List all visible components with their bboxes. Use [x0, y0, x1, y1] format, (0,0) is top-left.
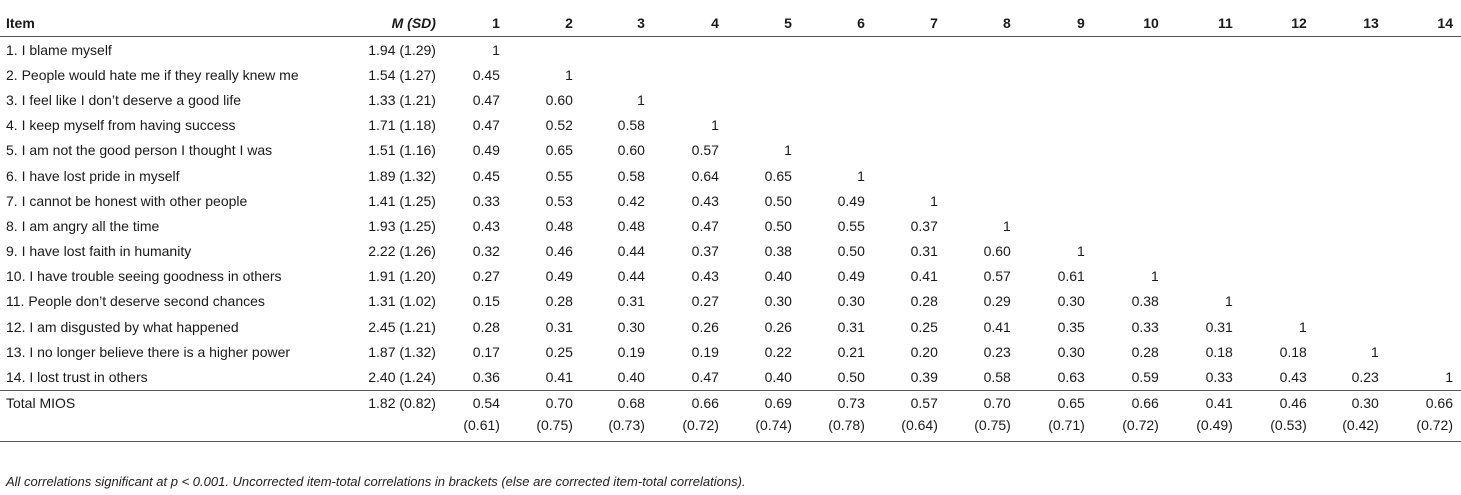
column-header-9: 9: [1019, 10, 1093, 37]
correlation-cell: [1093, 37, 1167, 63]
correlation-cell: [873, 113, 946, 138]
correlation-cell: [946, 87, 1019, 112]
table-row: [0, 289, 1461, 314]
correlation-cell: 0.60: [617, 142, 645, 159]
correlation-cell: [1167, 113, 1241, 138]
table-row: [0, 188, 1461, 213]
column-header-6: 6: [800, 10, 873, 37]
correlation-cell: [1167, 138, 1241, 163]
correlation-cell: 0.46: [545, 243, 573, 260]
uncorrected-item-total-cell: (0.72): [653, 417, 727, 442]
correlation-cell: [1387, 113, 1461, 138]
column-header-13: 13: [1315, 10, 1387, 37]
item-label: 12. I am disgusted by what happened: [6, 318, 239, 335]
correlation-cell: 0.55: [545, 167, 573, 184]
correlation-cell: [873, 138, 946, 163]
correlation-cell: [873, 163, 946, 188]
correlation-cell: [1387, 213, 1461, 238]
correlation-cell: [727, 113, 800, 138]
correlation-cell: [946, 163, 1019, 188]
correlation-cell: [1387, 163, 1461, 188]
correlation-cell: 0.31: [837, 318, 865, 335]
correlation-cell: 1: [1387, 364, 1461, 390]
column-header-2: 2: [508, 10, 581, 37]
correlation-cell: 0.23: [983, 343, 1011, 360]
correlation-cell: [1241, 239, 1315, 264]
correlation-cell: 0.18: [1279, 343, 1307, 360]
correlation-cell: [946, 138, 1019, 163]
correlation-cell: [873, 62, 946, 87]
correlation-cell: [1093, 62, 1167, 87]
table-row: [0, 87, 1461, 112]
correlation-cell: 0.28: [1131, 343, 1159, 360]
correlation-table: [0, 10, 1461, 442]
column-header-msd: M (SD): [335, 10, 436, 37]
correlation-cell: 0.26: [691, 318, 719, 335]
column-header-12: 12: [1241, 10, 1315, 37]
table-row: [0, 364, 1461, 390]
correlation-cell: 0.43: [691, 268, 719, 285]
correlation-cell: 0.20: [910, 343, 938, 360]
column-header-14: 14: [1387, 10, 1461, 37]
correlation-cell: [1167, 87, 1241, 112]
corrected-item-total-cell: 0.68: [617, 394, 645, 411]
correlation-cell: 0.25: [545, 343, 573, 360]
correlation-cell: 0.57: [691, 142, 719, 159]
correlation-cell: 0.47: [472, 91, 500, 108]
correlation-cell: [1019, 37, 1093, 63]
correlation-cell: 0.33: [472, 192, 500, 209]
correlation-cell: 1: [857, 167, 865, 184]
correlation-cell: [653, 87, 727, 112]
correlation-cell: [1315, 138, 1387, 163]
correlation-cell: [1241, 87, 1315, 112]
mean-sd-cell: 2.40 (1.24): [335, 364, 436, 390]
correlation-cell: [873, 37, 946, 63]
correlation-cell: [1241, 163, 1315, 188]
correlation-cell: [1387, 314, 1461, 339]
uncorrected-item-total-cell: (0.49): [1167, 417, 1241, 442]
correlation-cell: 0.58: [946, 364, 1019, 390]
corrected-item-total-cell: 0.57: [910, 394, 938, 411]
correlation-cell: 0.18: [1205, 343, 1233, 360]
correlation-cell: [1167, 213, 1241, 238]
correlation-cell: 0.19: [691, 343, 719, 360]
correlation-cell: [1167, 163, 1241, 188]
corrected-item-total-cell: 0.66: [691, 394, 719, 411]
total-label: Total MIOS: [6, 394, 76, 411]
total-uncorrected-row: [0, 417, 1461, 442]
column-header-11: 11: [1167, 10, 1241, 37]
correlation-cell: 0.17: [472, 343, 500, 360]
corrected-item-total-cell: 0.69: [764, 394, 792, 411]
mean-sd-cell: 1.31 (1.02): [368, 293, 436, 310]
column-header-item: Item: [0, 10, 335, 37]
uncorrected-item-total-cell: (0.42): [1315, 417, 1387, 442]
correlation-cell: 0.50: [764, 217, 792, 234]
correlation-cell: 0.27: [472, 268, 500, 285]
correlation-cell: 0.45: [472, 167, 500, 184]
table-row: [0, 37, 1461, 63]
correlation-cell: 0.26: [764, 318, 792, 335]
column-header-7: 7: [873, 10, 946, 37]
correlation-cell: 0.60: [545, 91, 573, 108]
uncorrected-item-total-cell: (0.78): [800, 417, 873, 442]
correlation-cell: 0.48: [545, 217, 573, 234]
table-row: [0, 213, 1461, 238]
column-header-1: 1: [436, 10, 508, 37]
mean-sd-cell: 1.93 (1.25): [368, 217, 436, 234]
correlation-cell: 0.43: [1241, 364, 1315, 390]
correlation-cell: 0.31: [545, 318, 573, 335]
correlation-cell: [1241, 37, 1315, 63]
correlation-cell: 0.28: [472, 318, 500, 335]
correlation-cell: 0.47: [691, 217, 719, 234]
correlation-cell: 1: [637, 91, 645, 108]
uncorrected-item-total-cell: (0.71): [1019, 417, 1093, 442]
correlation-cell: 0.30: [837, 293, 865, 310]
correlation-cell: [1093, 163, 1167, 188]
correlation-cell: [1315, 113, 1387, 138]
item-label: 13. I no longer believe there is a higher power: [6, 343, 291, 360]
correlation-cell: [653, 37, 727, 63]
correlation-cell: 1: [1077, 243, 1085, 260]
uncorrected-item-total-cell: (0.75): [508, 417, 581, 442]
correlation-cell: 0.43: [472, 217, 500, 234]
correlation-cell: 0.53: [545, 192, 573, 209]
correlation-cell: [727, 37, 800, 63]
correlation-cell: 0.49: [545, 268, 573, 285]
correlation-cell: 0.37: [910, 217, 938, 234]
mean-sd-cell: 1.54 (1.27): [368, 66, 436, 83]
correlation-cell: 1: [930, 192, 938, 209]
uncorrected-item-total-cell: (0.72): [1093, 417, 1167, 442]
correlation-cell: 0.38: [764, 243, 792, 260]
table-footnote: All correlations significant at p < 0.001. Uncorrected item-total correlations in brackets (else are corrected item-total correlations).: [6, 474, 746, 489]
mean-sd-cell: 1.51 (1.16): [368, 142, 436, 159]
correlation-cell: 0.23: [1315, 364, 1387, 390]
correlation-cell: 0.41: [983, 318, 1011, 335]
correlation-cell: 1: [1151, 268, 1159, 285]
correlation-cell: 0.33: [1167, 364, 1241, 390]
correlation-cell: [873, 87, 946, 112]
correlation-cell: [1315, 62, 1387, 87]
correlation-cell: 0.60: [983, 243, 1011, 260]
correlation-cell: 0.31: [1205, 318, 1233, 335]
correlation-cell: 0.58: [617, 167, 645, 184]
item-label: 3. I feel like I don’t deserve a good life: [6, 91, 242, 108]
correlation-cell: [1315, 163, 1387, 188]
mean-sd-cell: 1.87 (1.32): [368, 343, 436, 360]
correlation-cell: 0.28: [545, 293, 573, 310]
uncorrected-item-total-cell: (0.75): [946, 417, 1019, 442]
total-mean-sd: 1.82 (0.82): [368, 394, 436, 411]
correlation-cell: 0.50: [837, 243, 865, 260]
correlation-cell: 0.63: [1019, 364, 1093, 390]
correlation-cell: 0.30: [617, 318, 645, 335]
correlation-cell: 1: [1003, 217, 1011, 234]
item-label: 6. I have lost pride in myself: [6, 167, 180, 184]
correlation-cell: [1167, 37, 1241, 63]
empty-cell: [335, 417, 436, 442]
uncorrected-item-total-cell: (0.61): [436, 417, 508, 442]
mean-sd-cell: 1.94 (1.29): [368, 41, 436, 58]
correlation-cell: 0.27: [691, 293, 719, 310]
correlation-cell: 0.50: [800, 364, 873, 390]
correlation-cell: [1241, 264, 1315, 289]
item-label: 1. I blame myself: [6, 41, 112, 58]
empty-cell: [0, 417, 335, 442]
correlation-cell: [653, 62, 727, 87]
correlation-cell: [1387, 138, 1461, 163]
correlation-cell: [1241, 138, 1315, 163]
correlation-cell: [1315, 289, 1387, 314]
correlation-cell: 0.40: [727, 364, 800, 390]
column-header-4: 4: [653, 10, 727, 37]
correlation-cell: [1093, 213, 1167, 238]
correlation-cell: 0.25: [910, 318, 938, 335]
item-label: 8. I am angry all the time: [6, 217, 160, 234]
correlation-cell: [946, 62, 1019, 87]
correlation-cell: [1241, 113, 1315, 138]
correlation-cell: [800, 37, 873, 63]
correlation-cell: 0.49: [472, 142, 500, 159]
item-label: 14. I lost trust in others: [0, 364, 335, 390]
correlation-cell: [1093, 138, 1167, 163]
correlation-cell: 0.52: [545, 117, 573, 134]
corrected-item-total-cell: 0.70: [983, 394, 1011, 411]
correlation-cell: 0.65: [545, 142, 573, 159]
correlation-cell: 0.45: [472, 66, 500, 83]
corrected-item-total-cell: 0.66: [1425, 394, 1453, 411]
correlation-cell: 0.41: [910, 268, 938, 285]
correlation-cell: 0.64: [691, 167, 719, 184]
correlation-cell: [1387, 37, 1461, 63]
correlation-cell: [1019, 113, 1093, 138]
correlation-cell: [1019, 138, 1093, 163]
correlation-cell: [508, 37, 581, 63]
correlation-cell: 0.49: [837, 268, 865, 285]
correlation-cell: [727, 62, 800, 87]
correlation-cell: 0.35: [1057, 318, 1085, 335]
correlation-cell: 0.39: [873, 364, 946, 390]
uncorrected-item-total-cell: (0.64): [873, 417, 946, 442]
correlation-cell: [1315, 188, 1387, 213]
correlation-cell: 0.40: [581, 364, 653, 390]
mean-sd-cell: 2.22 (1.26): [368, 243, 436, 260]
corrected-item-total-cell: 0.46: [1279, 394, 1307, 411]
correlation-cell: [1387, 239, 1461, 264]
correlation-cell: 0.21: [837, 343, 865, 360]
correlation-cell: 1: [492, 41, 500, 58]
correlation-cell: [1019, 87, 1093, 112]
correlation-cell: [1315, 239, 1387, 264]
correlation-cell: [946, 113, 1019, 138]
correlation-cell: [1241, 213, 1315, 238]
correlation-cell: [1315, 264, 1387, 289]
correlation-cell: [1019, 188, 1093, 213]
correlation-cell: [1093, 188, 1167, 213]
correlation-cell: [800, 113, 873, 138]
table-row: [0, 314, 1461, 339]
correlation-cell: 0.41: [508, 364, 581, 390]
correlation-cell: [800, 138, 873, 163]
correlation-cell: 0.42: [617, 192, 645, 209]
corrected-item-total-cell: 0.66: [1131, 394, 1159, 411]
correlation-cell: [1315, 213, 1387, 238]
correlation-cell: 0.44: [617, 243, 645, 260]
table-row: [0, 62, 1461, 87]
column-header-10: 10: [1093, 10, 1167, 37]
item-label: 5. I am not the good person I thought I was: [6, 142, 273, 159]
table-row: [0, 163, 1461, 188]
correlation-cell: [1093, 239, 1167, 264]
correlation-cell: [800, 62, 873, 87]
correlation-cell: 0.30: [1057, 343, 1085, 360]
uncorrected-item-total-cell: (0.53): [1241, 417, 1315, 442]
corrected-item-total-cell: 0.70: [545, 394, 573, 411]
table-row: [0, 264, 1461, 289]
correlation-cell: 0.48: [617, 217, 645, 234]
correlation-cell: 0.47: [653, 364, 727, 390]
corrected-item-total-cell: 0.73: [837, 394, 865, 411]
mean-sd-cell: 1.41 (1.25): [368, 192, 436, 209]
correlation-cell: 1: [1225, 293, 1233, 310]
table-header-row: [0, 10, 1461, 37]
correlation-cell: 0.29: [983, 293, 1011, 310]
correlation-cell: [946, 37, 1019, 63]
correlation-cell: [1093, 113, 1167, 138]
correlation-cell: 0.55: [837, 217, 865, 234]
item-label: 7. I cannot be honest with other people: [6, 192, 248, 209]
column-header-8: 8: [946, 10, 1019, 37]
uncorrected-item-total-cell: (0.72): [1387, 417, 1461, 442]
correlation-cell: 1: [1299, 318, 1307, 335]
correlation-cell: [1241, 62, 1315, 87]
correlation-cell: 0.61: [1057, 268, 1085, 285]
item-label: 2. People would hate me if they really knew me: [6, 66, 299, 83]
correlation-cell: 0.44: [617, 268, 645, 285]
correlation-cell: [1387, 87, 1461, 112]
correlation-cell: 0.40: [764, 268, 792, 285]
correlation-cell: 1: [565, 66, 573, 83]
corrected-item-total-cell: 0.41: [1205, 394, 1233, 411]
mean-sd-cell: 1.89 (1.32): [368, 167, 436, 184]
correlation-cell: [1241, 188, 1315, 213]
correlation-cell: [1019, 62, 1093, 87]
item-label: 4. I keep myself from having success: [6, 117, 236, 134]
correlation-cell: 0.57: [983, 268, 1011, 285]
correlation-cell: 0.31: [910, 243, 938, 260]
corrected-item-total-cell: 0.30: [1351, 394, 1379, 411]
correlation-cell: [1315, 37, 1387, 63]
correlation-cell: 0.30: [1057, 293, 1085, 310]
table-row: [0, 339, 1461, 364]
correlation-cell: 0.37: [691, 243, 719, 260]
correlation-cell: [1093, 87, 1167, 112]
correlation-cell: [727, 87, 800, 112]
correlation-cell: [1387, 188, 1461, 213]
correlation-cell: 0.58: [617, 117, 645, 134]
correlation-cell: [1241, 289, 1315, 314]
correlation-cell: [1387, 289, 1461, 314]
correlation-cell: [1387, 264, 1461, 289]
table-row: [0, 239, 1461, 264]
correlation-cell: [800, 87, 873, 112]
total-row: [0, 390, 1461, 417]
table-row: [0, 113, 1461, 138]
correlation-cell: 0.36: [436, 364, 508, 390]
correlation-cell: 1: [1371, 343, 1379, 360]
correlation-cell: 0.31: [617, 293, 645, 310]
correlation-cell: 0.38: [1131, 293, 1159, 310]
correlation-cell: 0.22: [764, 343, 792, 360]
correlation-cell: 0.15: [472, 293, 500, 310]
column-header-3: 3: [581, 10, 653, 37]
correlation-cell: [1019, 163, 1093, 188]
correlation-cell: 0.49: [837, 192, 865, 209]
correlation-cell: [1387, 62, 1461, 87]
correlation-cell: [581, 62, 653, 87]
correlation-cell: 0.33: [1131, 318, 1159, 335]
correlation-cell: 0.50: [764, 192, 792, 209]
correlation-cell: 0.47: [472, 117, 500, 134]
column-header-5: 5: [727, 10, 800, 37]
mean-sd-cell: 1.33 (1.21): [368, 91, 436, 108]
correlation-cell: [1315, 314, 1387, 339]
correlation-cell: [1315, 87, 1387, 112]
correlation-cell: 0.32: [472, 243, 500, 260]
correlation-cell: 1: [784, 142, 792, 159]
correlation-cell: [1019, 213, 1093, 238]
correlation-cell: 0.28: [910, 293, 938, 310]
uncorrected-item-total-cell: (0.74): [727, 417, 800, 442]
correlation-cell: [581, 37, 653, 63]
uncorrected-item-total-cell: (0.73): [581, 417, 653, 442]
correlation-cell: 0.59: [1093, 364, 1167, 390]
mean-sd-cell: 2.45 (1.21): [368, 318, 436, 335]
correlation-cell: [946, 188, 1019, 213]
table-row: [0, 138, 1461, 163]
correlation-cell: 0.65: [764, 167, 792, 184]
item-label: 10. I have trouble seeing goodness in others: [6, 268, 282, 285]
correlation-cell: 0.30: [764, 293, 792, 310]
mean-sd-cell: 1.71 (1.18): [368, 117, 436, 134]
corrected-item-total-cell: 0.65: [1057, 394, 1085, 411]
correlation-cell: [1167, 239, 1241, 264]
correlation-cell: [1387, 339, 1461, 364]
mean-sd-cell: 1.91 (1.20): [368, 268, 436, 285]
item-label: 11. People don’t deserve second chances: [6, 293, 265, 310]
correlation-cell: [1167, 188, 1241, 213]
correlation-cell: [1167, 62, 1241, 87]
correlation-cell: 0.19: [617, 343, 645, 360]
correlation-cell: 0.43: [691, 192, 719, 209]
correlation-cell: 1: [711, 117, 719, 134]
item-label: 9. I have lost faith in humanity: [6, 243, 192, 260]
correlation-cell: [1167, 264, 1241, 289]
table-body: [0, 37, 1461, 442]
corrected-item-total-cell: 0.54: [472, 394, 500, 411]
